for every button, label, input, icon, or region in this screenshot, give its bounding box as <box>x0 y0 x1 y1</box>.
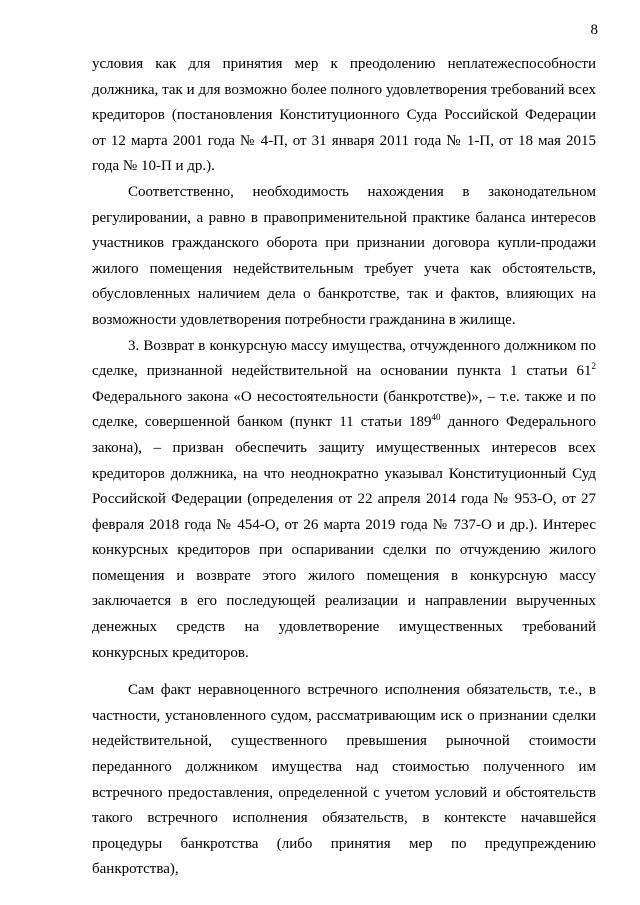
superscript-article-number: 40 <box>431 412 441 423</box>
paragraph-text: данного Федерального закона), – призван обеспечить защиту имущественных интересов всех кредиторов должника, на что неоднократно указывал Конституционный Суд Российской Федерации (определения от 22 апреля 2014 года № 953-О, от 27 февраля 2018 года № 454-О, от 26 марта 2019 года № 737-О и др.). Интерес конкурсных кредиторов при оспаривании сделки по отчуждению жилого помещения и возврате этого жилого помещения в конкурсную массу заключается в его последующей реализации и направлении вырученных денежных средств на удовлетворение имущественных требований конкурсных кредиторов. <box>92 414 596 661</box>
paragraph-1 <box>92 52 596 180</box>
document-body <box>92 52 596 883</box>
superscript-article-number: 2 <box>591 361 596 372</box>
paragraph-text: Соответственно, необходимость нахождения в законодательном регулировании, а равно в правоприменительной практике баланса интересов участников гражданского оборота при признании договора купли-продажи жилого помещения недействительным требует учета как обстоятельств, обусловленных наличием дела о банкротстве, так и фактов, влияющих на возможности удовлетворения потребности гражданина в жилище. <box>92 183 596 328</box>
page-number: 8 <box>590 22 598 38</box>
paragraph-4 <box>92 678 596 883</box>
paragraph-3 <box>92 334 596 667</box>
paragraph-gap <box>92 666 596 678</box>
paragraph-2 <box>92 180 596 334</box>
paragraph-text: 3. Возврат в конкурсную массу имущества, отчужденного должником по сделке, признанной недействительной на основании пункта 1 статьи 61 <box>92 337 596 380</box>
paragraph-text: условия как для принятия мер к преодолению неплатежеспособности должника, так и для возможно более полного удовлетворения требований всех кредиторов (постановления Конституционного Суда Российской Федерации от 12 марта 2001 года № 4-П, от 31 января 2011 года № 1-П, от 18 мая 2015 года № 10-П и др.). <box>92 56 596 175</box>
paragraph-text: Федерального закона «О несостоятельности (банкротстве)», – т.е. также и по сделке, совершенной банком (пункт 11 статьи 189 <box>92 388 596 431</box>
paragraph-text: Сам факт неравноценного встречного исполнения обязательств, т.е., в частности, установленного судом, рассматривающим иск о признании сделки недействительной, существенного превышения рыночной стоимости переданного должником имущества над стоимостью полученного им встречного предоставления, определенной с учетом условий и обстоятельств такого встречного исполнения обязательств, в контексте начавшейся процедуры банкротства (либо принятия мер по предупреждению банкротства), <box>92 682 596 878</box>
